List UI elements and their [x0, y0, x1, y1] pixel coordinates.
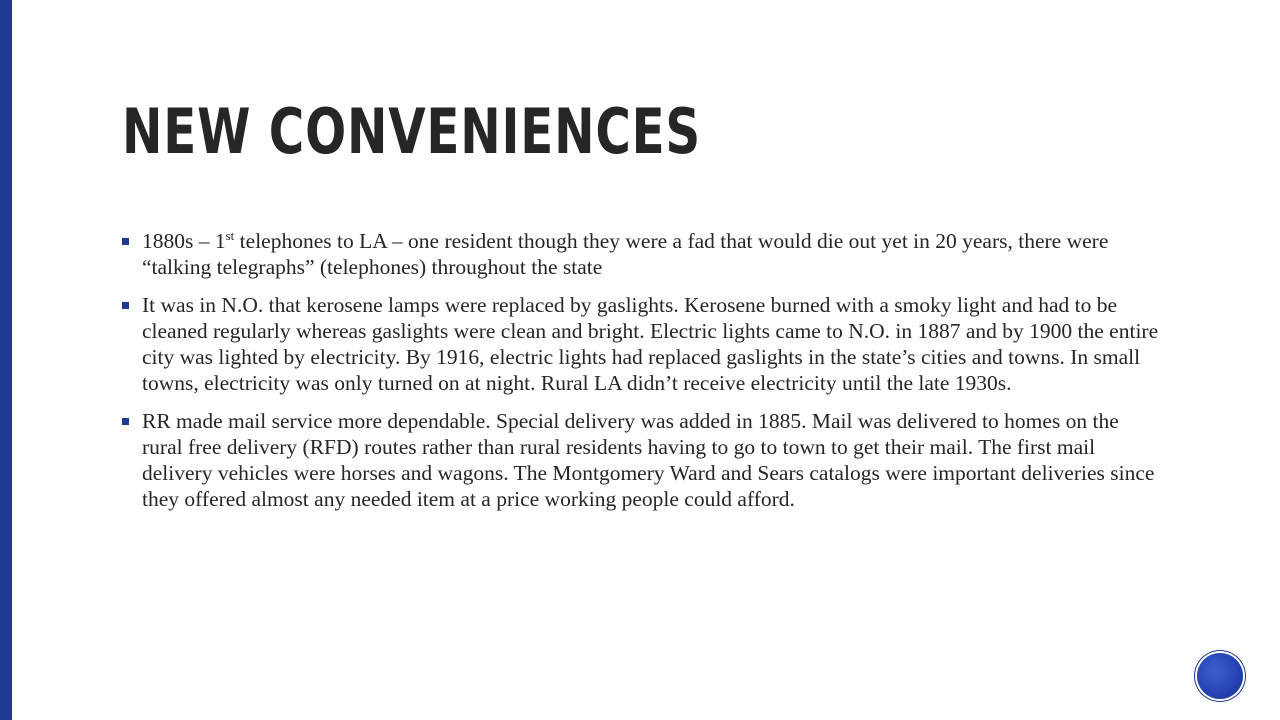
bullet-list	[122, 228, 1162, 524]
bullet-text: RR made mail service more dependable. Special delivery was added in 1885. Mail was delivered to homes on the rural free delivery (RFD) routes rather than rural residents having to go to town to get their mail. The first mail delivery vehicles were horses and wagons. The Montgomery Ward and Sears catalogs were important deliveries since they offered almost any needed item at a price working people could afford.	[142, 409, 1155, 511]
slide-title: NEW CONVENIENCES	[122, 95, 702, 168]
bullet-item	[122, 292, 1162, 396]
square-bullet-icon	[122, 418, 129, 425]
bullet-item	[122, 228, 1162, 280]
accent-bar	[0, 0, 12, 720]
square-bullet-icon	[122, 238, 129, 245]
square-bullet-icon	[122, 302, 129, 309]
ordinal-superscript: st	[225, 227, 235, 243]
bullet-text: It was in N.O. that kerosene lamps were replaced by gaslights. Kerosene burned with a smoky light and had to be cleaned regularly whereas gaslights were clean and bright. Electric lights came to N.O. in 1887 and by 1900 the entire city was lighted by electricity. By 1916, electric lights had replaced gaslights in the state’s cities and towns. In small towns, electricity was only turned on at night. Rural LA didn’t receive electricity until the late 1930s.	[142, 293, 1159, 395]
blue-circle-logo-icon	[1197, 653, 1243, 699]
bullet-item	[122, 408, 1162, 512]
bullet-text: 1880s – 1st telephones to LA – one resident though they were a fad that would die out yet in 20 years, there were “talking telegraphs” (telephones) throughout the state	[142, 227, 1109, 279]
